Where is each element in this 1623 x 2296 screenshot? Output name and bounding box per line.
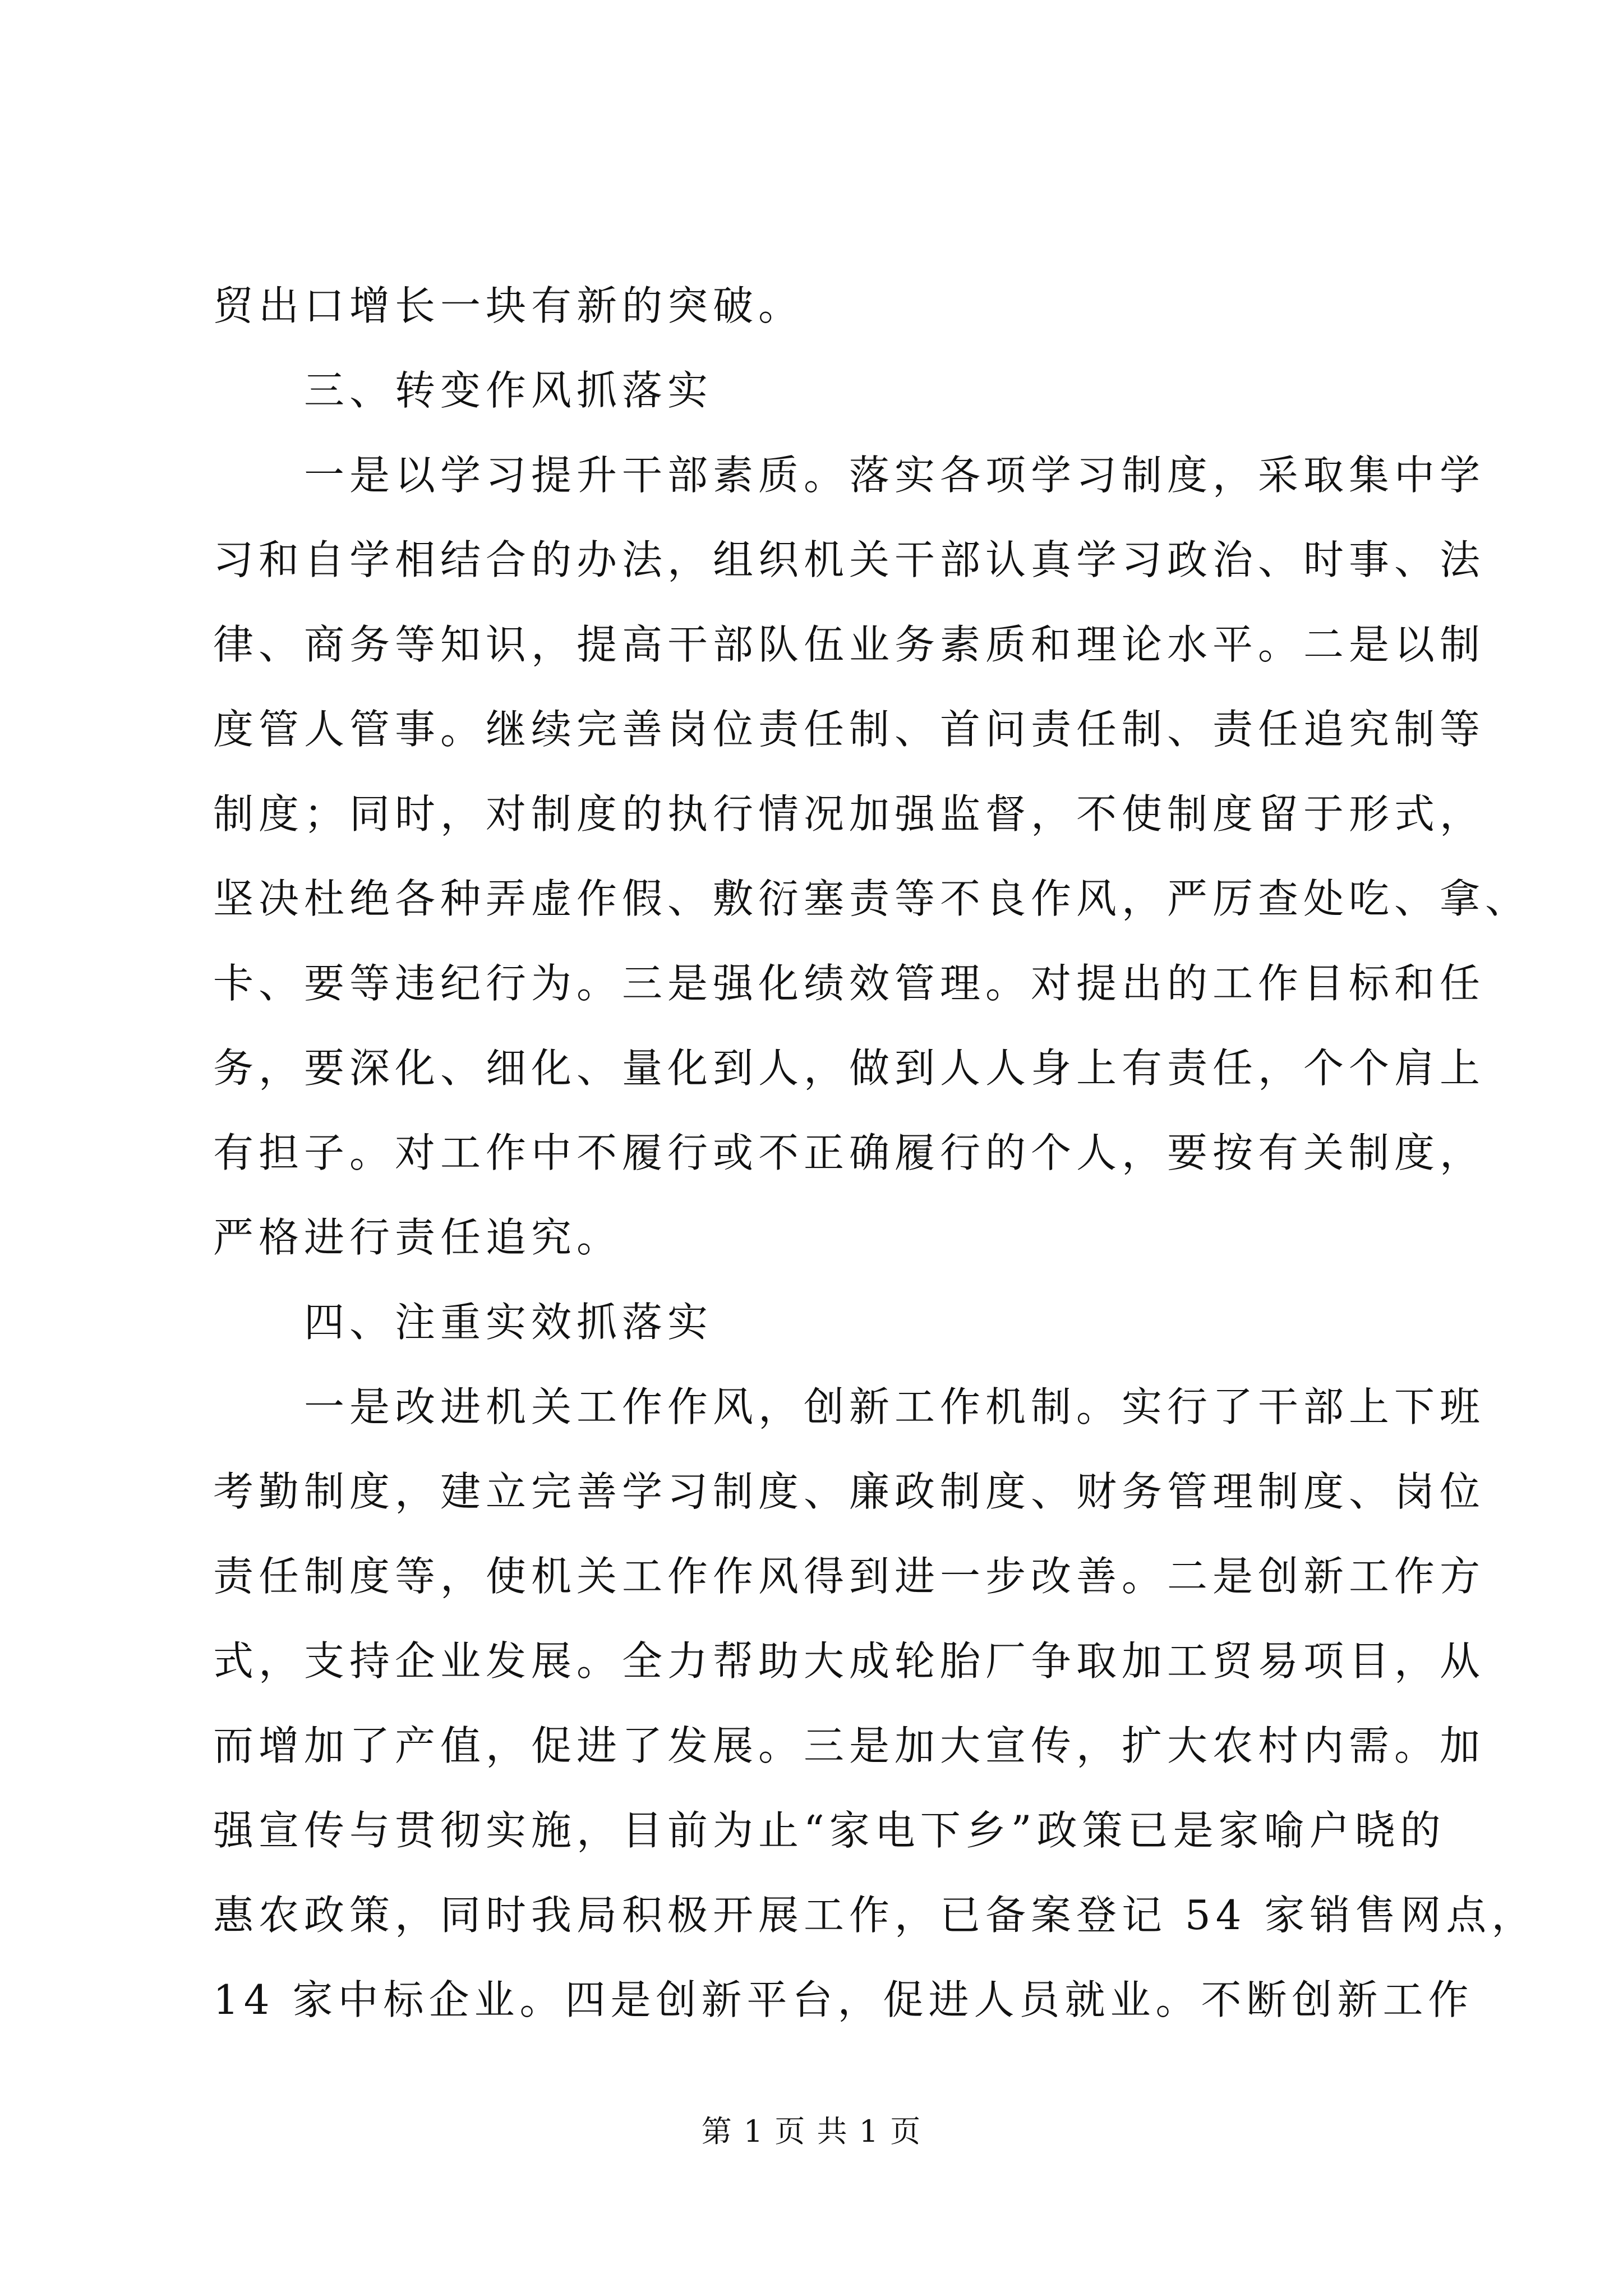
text-line: 式，支持企业发展。全力帮助大成轮胎厂争取加工贸易项目，从 — [213, 1637, 1486, 1685]
text-line: 贸出口增长一块有新的突破。 — [213, 282, 804, 329]
text-line: 严格进行责任追究。 — [213, 1214, 623, 1261]
text-line: 责任制度等，使机关工作作风得到进一步改善。二是创新工作方 — [213, 1553, 1486, 1600]
text-line: 律、商务等知识，提高干部队伍业务素质和理论水平。二是以制 — [213, 621, 1486, 668]
text-line: 而增加了产值，促进了发展。三是加大宣传，扩大农村内需。加 — [213, 1722, 1486, 1769]
text-line: 14 家中标企业。四是创新平台，促进人员就业。不断创新工作 — [213, 1976, 1474, 2023]
section-heading: 三、转变作风抓落实 — [304, 367, 713, 414]
text-line: 有担子。对工作中不履行或不正确履行的个人，要按有关制度， — [213, 1129, 1486, 1176]
text-line: 考勤制度，建立完善学习制度、廉政制度、财务管理制度、岗位 — [213, 1468, 1486, 1515]
document-body — [213, 264, 1537, 2042]
text-line: 务，要深化、细化、量化到人，做到人人身上有责任，个个肩上 — [213, 1045, 1486, 1092]
text-line: 坚决杜绝各种弄虚作假、敷衍塞责等不良作风，严厉查处吃、拿、 — [213, 875, 1531, 922]
text-line: 一是改进机关工作作风，创新工作机制。实行了干部上下班 — [304, 1383, 1486, 1430]
text-line: 习和自学相结合的办法，组织机关干部认真学习政治、时事、法 — [213, 536, 1486, 583]
text-line: 卡、要等违纪行为。三是强化绩效管理。对提出的工作目标和任 — [213, 960, 1486, 1007]
text-line: 制度；同时，对制度的执行情况加强监督，不使制度留于形式， — [213, 790, 1486, 838]
text-line: 一是以学习提升干部素质。落实各项学习制度，采取集中学 — [304, 452, 1486, 499]
text-line: 度管人管事。继续完善岗位责任制、首问责任制、责任追究制等 — [213, 706, 1486, 753]
section-heading: 四、注重实效抓落实 — [304, 1299, 713, 1346]
text-line: 惠农政策，同时我局积极开展工作，已备案登记 54 家销售网点， — [213, 1892, 1537, 1939]
page-footer: 第 1 页 共 1 页 — [701, 2114, 922, 2149]
text-line: 强宣传与贯彻实施，目前为止“家电下乡”政策已是家喻户晓的 — [213, 1807, 1446, 1854]
